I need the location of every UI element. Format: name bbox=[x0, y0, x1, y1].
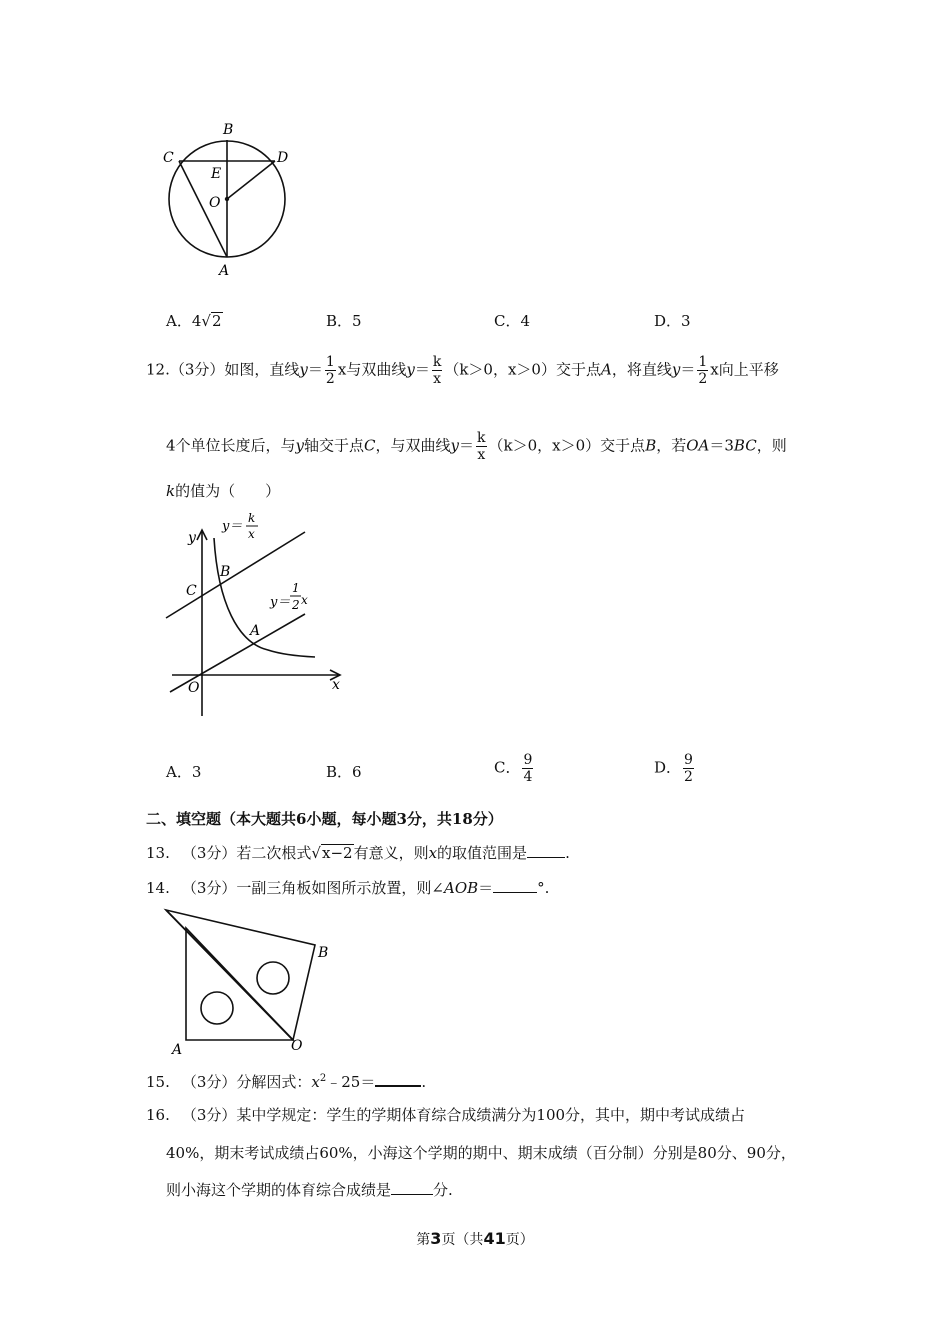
q11-option-b: B．5 bbox=[326, 312, 362, 330]
q12-curve-label: y＝ bbox=[222, 519, 243, 534]
q12-option-c: C． $\frac{9}{4}$ bbox=[494, 752, 533, 785]
section-2-heading: 二、填空题（本大题共6小题，每小题3分，共18分） bbox=[146, 810, 503, 828]
page-footer: 第3页（共41页） bbox=[416, 1229, 534, 1248]
q12-option-d: D． $\frac{9}{2}$ bbox=[654, 752, 693, 785]
q12-curve-label-x: x bbox=[248, 527, 255, 541]
q14-label-o: O bbox=[291, 1038, 303, 1054]
q11-label-d: D bbox=[277, 150, 289, 166]
q12-line-3: k的值为（ ） bbox=[166, 482, 281, 500]
q12-line-label-x: x bbox=[301, 593, 308, 607]
q14-label-a: A bbox=[172, 1042, 183, 1057]
q11-option-a: A．4√2 bbox=[166, 312, 222, 330]
q11-label-e: E bbox=[211, 166, 222, 182]
q11-circle-figure bbox=[155, 118, 300, 283]
q12-label-b: B bbox=[220, 564, 231, 580]
q11-option-c: C．4 bbox=[494, 312, 531, 330]
q12-origin-label: O bbox=[188, 680, 200, 696]
q12-label-a: A bbox=[250, 623, 261, 639]
q12-line-1: 12.（3分）如图，直线y＝ $\frac{1}{2}$ x与双曲线y＝ $\frac{k}{x}$ （k＞0，x＞0）交于点A，将直线y＝ $\frac{1}{2}$ x向上平移 bbox=[146, 354, 779, 387]
q14-triangles-figure bbox=[160, 902, 340, 1057]
q11-label-a: A bbox=[219, 263, 230, 279]
q12-line-label-num: 1 bbox=[292, 581, 300, 595]
q12-option-a: A．3 bbox=[166, 763, 202, 781]
q12-line-label: y＝ bbox=[270, 595, 291, 610]
q15-line: 15. （3分）分解因式：$x^2﹣25=$ . bbox=[146, 1073, 427, 1091]
footer-total-pages: 41 bbox=[483, 1229, 506, 1248]
q14-line: 14. （3分）一副三角板如图所示放置，则∠AOB＝ °. bbox=[146, 879, 550, 897]
q12-graph-figure bbox=[160, 508, 360, 723]
q11-label-b: B bbox=[223, 122, 234, 138]
q12-line-2: 4个单位长度后，与y轴交于点C，与双曲线y＝ $\frac{k}{x}$ （k＞0，x＞0）交于点B，若OA＝3BC，则 bbox=[166, 430, 787, 463]
q12-curve-label-k: k bbox=[248, 511, 256, 525]
q11-option-d: D．3 bbox=[654, 312, 691, 330]
q12-axis-x-label: x bbox=[332, 677, 340, 693]
q13-line: 13. （3分）若二次根式√x−2有意义，则x的取值范围是 . bbox=[146, 844, 570, 862]
q14-label-b: B bbox=[318, 945, 329, 961]
q12-axis-y-label: y bbox=[188, 530, 196, 546]
q12-option-b: B．6 bbox=[326, 763, 362, 781]
q11-label-o: O bbox=[209, 195, 221, 211]
q16-line-3: 则小海这个学期的体育综合成绩是 分. bbox=[166, 1181, 453, 1199]
footer-page-number: 3 bbox=[430, 1229, 442, 1248]
q16-line-1: 16. （3分）某中学规定：学生的学期体育综合成绩满分为100分，其中，期中考试成绩占 bbox=[146, 1106, 746, 1124]
q16-line-2: 40%，期末考试成绩占60%，小海这个学期的期中、期末成绩（百分制）分别是80分、90分， bbox=[166, 1144, 796, 1162]
q12-line-label-den: 2 bbox=[292, 598, 300, 612]
q11-label-c: C bbox=[163, 150, 174, 166]
q12-label-c: C bbox=[186, 583, 197, 599]
